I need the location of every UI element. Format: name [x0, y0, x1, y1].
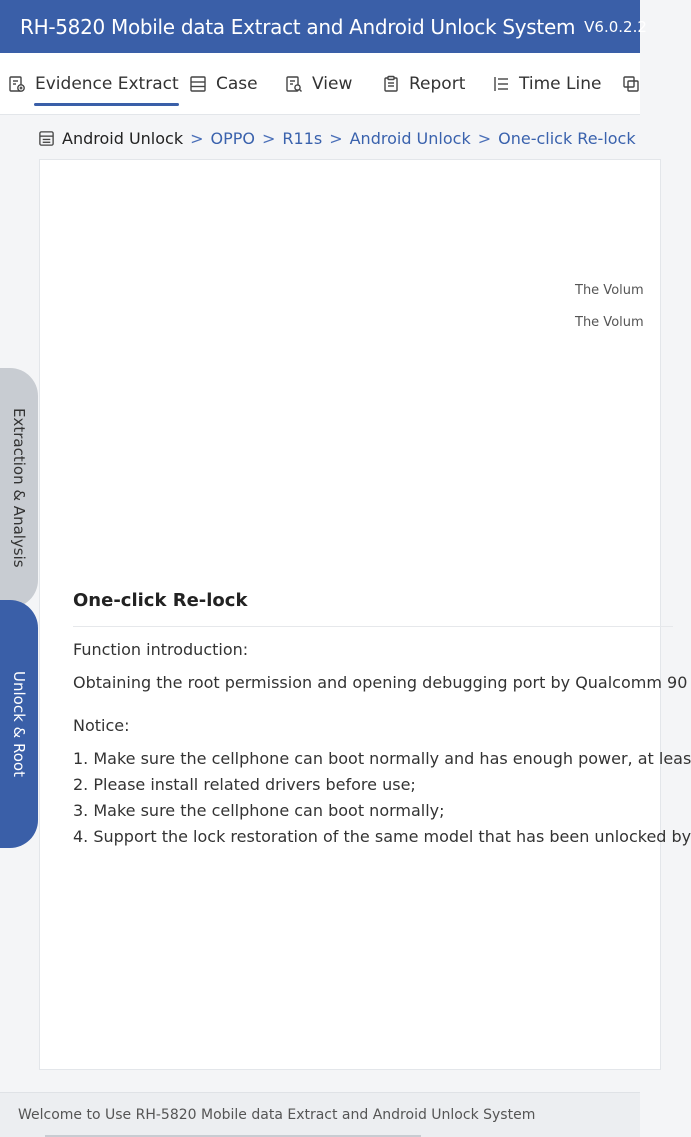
view-icon [285, 75, 303, 93]
content-panel [39, 159, 691, 1070]
more-tool-icon [622, 75, 640, 93]
android-unlock-icon [38, 130, 55, 147]
toolbar-report[interactable] [382, 53, 465, 114]
app-version: V6.0.2.2 [584, 17, 647, 36]
side-tab-extraction-analysis[interactable] [0, 368, 38, 608]
extract-icon [8, 75, 26, 93]
notice-label: Notice: [73, 716, 130, 735]
case-icon [189, 75, 207, 93]
toolbar-time-line[interactable] [492, 53, 601, 114]
notice-item: 2. Please install related drivers before use; [73, 775, 416, 794]
toolbar-more[interactable] [622, 53, 649, 114]
breadcrumb [38, 122, 636, 154]
breadcrumb-root[interactable]: Android Unlock [62, 128, 184, 148]
breadcrumb-separator: > [477, 128, 492, 148]
active-tab-indicator [34, 103, 179, 106]
side-tab-unlock-label: Unlock & Root [10, 671, 28, 777]
status-message: Welcome to Use RH-5820 Mobile data Extract and Android Unlock System [18, 1107, 536, 1123]
breadcrumb-one-click-relock[interactable]: One-click Re-lock [498, 128, 636, 148]
breadcrumb-android-unlock[interactable]: Android Unlock [349, 128, 471, 148]
toolbar-view-label: View [312, 73, 353, 94]
toolbar-report-label: Report [409, 73, 466, 94]
toolbar-view[interactable] [285, 53, 352, 114]
status-bar [0, 1092, 640, 1137]
toolbar-evidence-extract-label: Evidence Extract [35, 73, 179, 94]
breadcrumb-r11s[interactable]: R11s [282, 128, 323, 148]
notice-item: 4. Support the lock restoration of the same model that has been unlocked by [73, 827, 691, 846]
section-divider [73, 626, 673, 627]
function-intro-text: Obtaining the root permission and opening debugging port by Qualcomm 90 [73, 673, 688, 692]
main-toolbar [0, 53, 640, 115]
notice-item: 3. Make sure the cellphone can boot normally; [73, 801, 445, 820]
volume-instruction-2: The Volum [575, 315, 644, 330]
breadcrumb-separator: > [329, 128, 343, 148]
side-tab-unlock-root[interactable] [0, 600, 38, 848]
breadcrumb-separator: > [190, 128, 204, 148]
app-title: RH-5820 Mobile data Extract and Android Unlock System [20, 14, 576, 39]
title-bar [0, 0, 647, 53]
report-icon [382, 75, 400, 93]
side-tab-extraction-label: Extraction & Analysis [10, 408, 28, 568]
volume-instruction-1: The Volum [575, 283, 644, 298]
toolbar-evidence-extract[interactable] [8, 53, 179, 114]
timeline-icon [492, 75, 510, 93]
breadcrumb-oppo[interactable]: OPPO [210, 128, 255, 148]
toolbar-time-line-label: Time Line [519, 73, 602, 94]
breadcrumb-separator: > [261, 128, 276, 148]
section-title: One-click Re-lock [73, 590, 248, 611]
toolbar-case[interactable] [189, 53, 258, 114]
function-intro-label: Function introduction: [73, 640, 249, 659]
toolbar-case-label: Case [216, 73, 258, 94]
notice-item: 1. Make sure the cellphone can boot normally and has enough power, at leas [73, 749, 691, 768]
